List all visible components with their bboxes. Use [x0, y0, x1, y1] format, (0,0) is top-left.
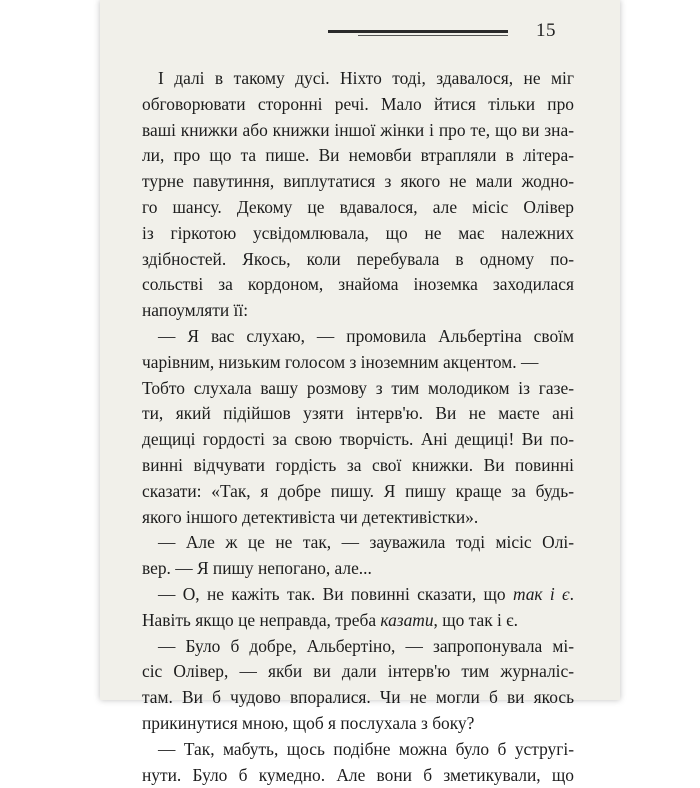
text-line: турне павутиння, виплутатися з якого не мали жодно-: [142, 171, 574, 192]
text-line: го шансу. Декому це вдавалося, але місіс Олівер: [142, 196, 574, 217]
header-rule: [328, 30, 508, 33]
text-line: — О, не кажіть так. Ви повинні сказати, що так і є.: [158, 583, 574, 604]
text-line: І далі в такому дусі. Ніхто тоді, здавалося, не міг: [158, 68, 574, 88]
text-line: здібностей. Якось, коли перебувала в одному по-: [142, 248, 574, 269]
text-line: дещиці гордості за свою творчість. Ані дещиці! Ви по-: [142, 429, 574, 450]
text-line: сказати: «Так, я добре пишу. Я пишу краще за будь-: [142, 480, 574, 501]
text-line: — Так, мабуть, щось подібне можна було б устругі-: [158, 738, 574, 759]
text-line: — Але ж це не так, — зауважила тоді місіс Олі-: [158, 532, 574, 553]
text-line: ваші книжки або книжки іншої жінки і про те, що ви зна-: [142, 119, 574, 140]
text-line: обговорювати сторонні речі. Мало йтися тільки про: [142, 93, 574, 114]
text-line: Навіть якщо це неправда, треба казати, що так і є.: [142, 609, 518, 630]
text-line: чарівним, низьким голосом з іноземним акцентом. —: [142, 351, 539, 372]
text-line: напоумляти її:: [142, 300, 249, 321]
header-rule-thin: [358, 35, 508, 36]
text-line: сіс Олівер, — якби ви дали інтерв'ю тим журналіс-: [142, 661, 574, 682]
text-line: сольстві за кордоном, знайома іноземка заходилася: [142, 274, 574, 295]
text-line: ти, який підійшов узяти інтерв'ю. Ви не маєте ані: [142, 403, 574, 424]
text-line: Тобто слухала вашу розмову з тим молодиком із газе-: [142, 377, 574, 398]
text-line: із гіркотою усвідомлювала, що не має належних: [142, 222, 574, 243]
text-line: — Було б добре, Альбертіно, — запропонувала мі-: [158, 635, 574, 656]
text-line: якого іншого детективіста чи детективістки».: [142, 506, 479, 527]
book-page: [100, 0, 620, 785]
text-line: нути. Було б кумедно. Але вони б зметикували, що: [142, 764, 574, 785]
body-text: [142, 66, 574, 788]
text-line: винні відчувати гордість за свої книжки. Ви повинні: [142, 454, 574, 475]
text-line: там. Ви б чудово впоралися. Чи не могли б ви якось: [142, 687, 574, 708]
text-line: вер. — Я пишу непогано, але...: [142, 558, 372, 579]
text-line: ли, про що та пише. Ви немовби втрапляли в літера-: [142, 145, 574, 166]
text-line: — Я вас слухаю, — промовила Альбертіна своїм: [158, 325, 574, 346]
text-line: прикинутися мною, щоб я послухала з боку?: [142, 712, 475, 733]
page-number: 15: [536, 20, 556, 41]
